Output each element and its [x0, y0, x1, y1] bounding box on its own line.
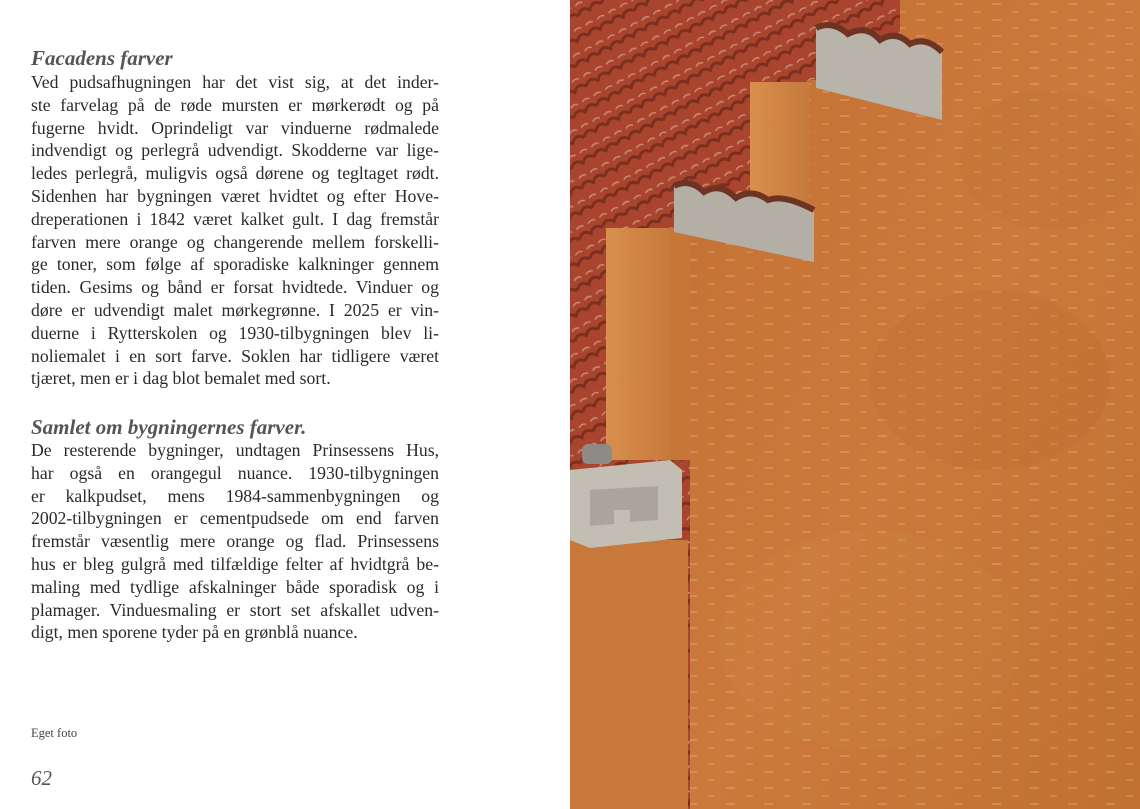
gable-step-lower — [606, 228, 670, 460]
text-line: De resterende bygninger, undtagen Prinsessens Hus, — [31, 440, 439, 460]
section-heading-building-colors: Samlet om bygningernes farver. — [31, 415, 307, 439]
text-line: døre er udvendigt malet mørkegrønne. I 2025 er vin- — [31, 299, 439, 320]
section-heading-facade-colors: Facadens farver — [31, 46, 173, 70]
text-line: farven mere orange og changerende mellem forskelli- — [31, 231, 439, 252]
text-line: fremstår væsentlig mere orange og flad. Prinsessens — [31, 531, 439, 552]
text-line: er kalkpudset, mens 1984-sammenbygningen og — [31, 485, 439, 506]
text-line: dreperationen i 1842 været kalket gult. I dag fremstår — [31, 208, 439, 229]
text-line: 2002-tilbygningen er cementpudsede om end farven — [31, 508, 439, 529]
lower-wall — [570, 540, 688, 809]
text-line: hus er bleg gulgrå med tilfældige felter af hvidtgrå be- — [31, 553, 439, 574]
text-line: maling med tydlige afskalninger både sporadisk og i — [31, 576, 439, 597]
text-line: tiden. Gesims og bånd er forsat hvidtede. Vinduer og — [31, 277, 439, 298]
text-line: tjæret, men er i dag blot bemalet med sort. — [31, 368, 331, 389]
text-line: noliemalet i en sort farve. Soklen har tidligere været — [31, 345, 439, 366]
text-line: Sidenhen har bygningen været hvidtet og efter Hove- — [31, 185, 439, 206]
building-facade-photo — [570, 0, 1140, 809]
text-line: ledes perlegrå, muligvis også dørene og tegltaget rødt. — [31, 163, 439, 184]
paragraph-facade-colors — [31, 71, 439, 390]
gutter — [582, 444, 612, 464]
photo-credit-caption: Eget foto — [31, 726, 78, 740]
text-line: har også en orangegul nuance. 1930-tilbygningen — [31, 462, 439, 483]
text-line: ste farvelag på de røde mursten er mørkerødt og på — [31, 94, 439, 115]
text-line: Ved pudsafhugningen har det vist sig, at det inder- — [31, 72, 439, 92]
text-line: fugerne hvidt. Oprindeligt var vinduerne rødmalede — [31, 117, 439, 138]
text-line: indvendigt og perlegrå udvendigt. Skodderne var lige- — [31, 140, 439, 161]
text-line: plamager. Vinduesmaling er stort set afskallet udven- — [31, 599, 439, 620]
text-line: duerne i Rytterskolen og 1930-tilbygningen blev li- — [31, 322, 439, 343]
page-number: 62 — [31, 766, 52, 790]
paragraph-building-colors — [31, 439, 439, 644]
text-line: digt, men sporene tyder på en grønblå nuance. — [31, 622, 358, 643]
text-line: ge toner, som følge af sporadiske kalkninger gennem — [31, 254, 439, 275]
